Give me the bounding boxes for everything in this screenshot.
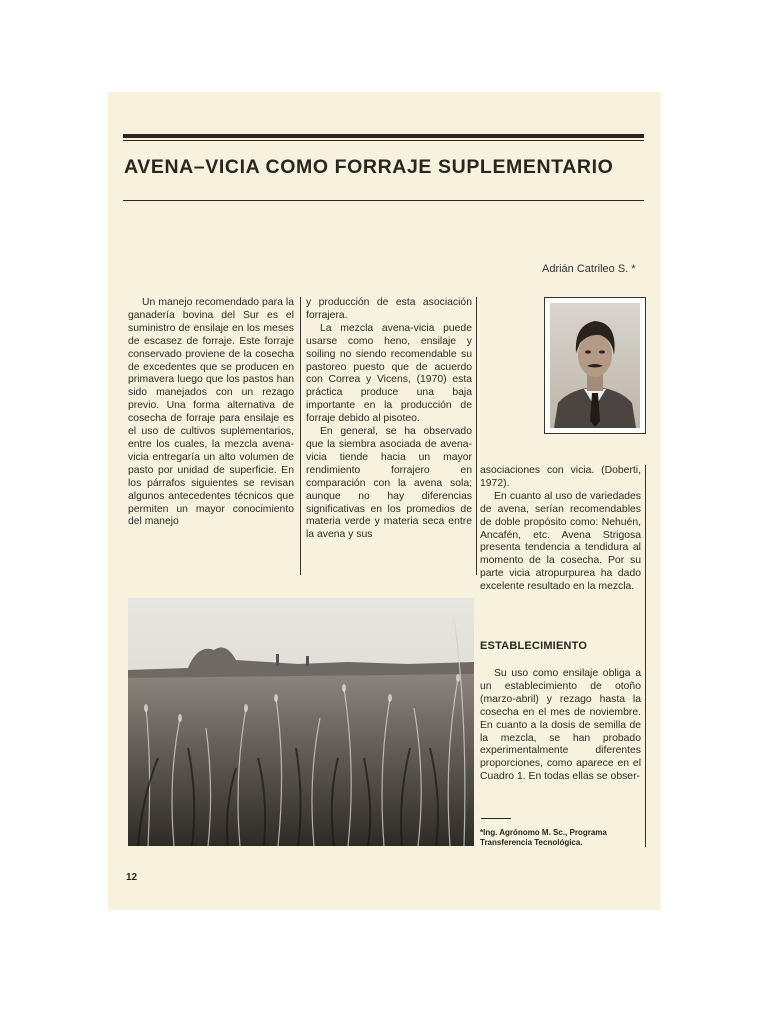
text-column-4 — [480, 668, 641, 784]
text-column-1 — [128, 297, 294, 529]
page-number: 12 — [126, 872, 138, 883]
column-divider — [300, 297, 301, 575]
author-byline: Adrián Catrileo S. * — [542, 263, 636, 275]
column-divider — [645, 465, 646, 847]
header-rule-thick — [123, 134, 644, 138]
header-rule-thin — [123, 140, 644, 141]
text-column-3 — [480, 465, 641, 594]
paragraph: asociaciones con vicia. (Doberti, 1972). — [480, 465, 641, 489]
author-footnote: *Ing. Agrónomo M. Sc., Programa Transferencia Tecnológica. — [480, 828, 607, 847]
paragraph: Un manejo recomendado para la ganadería bovina del Sur es el suministro de ensilaje en los meses de escasez de forraje. Este forraje conservado proviene de la cosecha de excedentes que se producen en primavera luego que los pastos han sido manejados con un rezago previo. Una forma alternativa de cosecha de forraje para ensilaje es el uso de cultivos suplementarios, entre los cuales, la mezcla avena-vicia entregaría un alto volumen de pasto por unidad de superficie. En los párrafos siguientes se revisan algunos antecedentes técnicos que permiten un mayor conocimiento del manejo — [128, 297, 294, 528]
paragraph: La mezcla avena-vicia puede usarse como heno, ensilaje y soiling no siendo recomendable su pastoreo puesto que de acuerdo con Correa y Vicens, (1970) esta práctica produce una baja importante en la producción de forraje debido al pisoteo. — [306, 322, 472, 425]
section-heading: ESTABLECIMIENTO — [480, 640, 588, 652]
paragraph: En general, se ha observado que la siembra asociada de avena-vicia tiende hacia un mayor rendimiento forrajero en comparación con la avena sola; aunque no hay diferencias significativas en los promedios de materia verde y materia seca entre la avena y sus — [306, 426, 472, 541]
article-title: AVENA–VICIA COMO FORRAJE SUPLEMENTARIO — [124, 156, 614, 178]
paragraph: y producción de esta asociación forrajera. — [306, 297, 472, 321]
text-column-2 — [306, 297, 472, 542]
column-divider — [476, 297, 477, 575]
field-photo — [128, 598, 474, 846]
title-rule — [123, 200, 644, 201]
paragraph: En cuanto al uso de variedades de avena, serían recomendables de doble propósito como: Nehuén, Ancafén, etc. Avena Strigosa presenta tendencia a tendidura al momento de la cosecha. Por su parte vicia atropurpurea ha dado excelente resultado en la mezcla. — [480, 490, 641, 593]
author-portrait — [544, 297, 646, 434]
footnote-rule — [481, 818, 511, 819]
paragraph: Su uso como ensilaje obliga a un establecimiento de otoño (marzo-abril) y rezago hasta la cosecha en el mes de noviembre. En cuanto a la dosis de semilla de la mezcla, se han probado experimentalmente diferentes proporciones, como aparece en el Cuadro 1. En todas ellas se obser- — [480, 668, 641, 783]
oat-vetch-field-image — [128, 598, 474, 846]
portrait-image — [550, 303, 640, 428]
